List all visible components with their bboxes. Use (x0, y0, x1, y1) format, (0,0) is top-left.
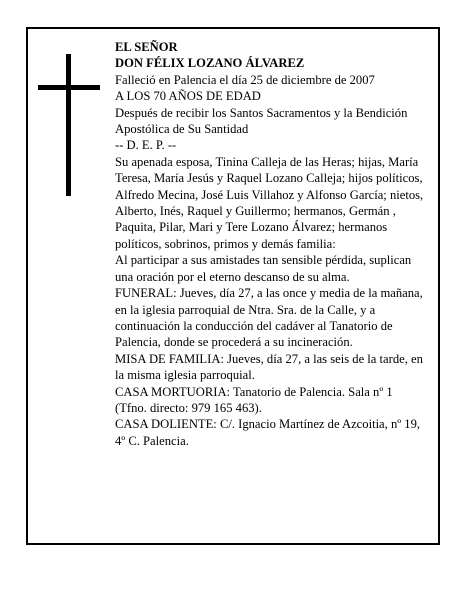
sacraments-paragraph: Después de recibir los Santos Sacramentos y la Bendición Apostólica de Su Santidad (115, 105, 408, 137)
family-paragraph: Su apenada esposa, Tinina Calleja de las Heras; hijas, María Teresa, María Jesús y Raquel Lozano Calleja; hijos políticos, Alfredo Mecina, José Luis Villahoz y Alfonso García; nietos, Alberto, Inés, Raquel y Guillermo; hermanos, Germán , Paquita, Pilar, Mari y Tere Lozano Álvarez; hermanos políticos, sobrinos, primos y demás familia: (115, 154, 424, 251)
age-line: A LOS 70 AÑOS DE EDAD (115, 89, 261, 104)
family-mass-paragraph: MISA DE FAMILIA: Jueves, día 27, a las seis de la tarde, en la misma iglesia parroquial. (115, 351, 423, 383)
cross-horizontal-bar (38, 85, 100, 90)
deceased-name: DON FÉLIX LOZANO ÁLVAREZ (115, 56, 305, 71)
latin-cross-icon (38, 54, 100, 196)
death-line: Falleció en Palencia el día 25 de diciembre de 2007 (115, 72, 375, 87)
request-paragraph: Al participar a sus amistades tan sensible pérdida, suplican una oración por el eterno descanso de su alma. (115, 253, 412, 284)
obituary-text (115, 39, 427, 449)
mourning-house-paragraph: CASA DOLIENTE: C/. Ignacio Martínez de Azcoitia, nº 19, 4º C. Palencia. (115, 417, 421, 448)
funeral-paragraph: FUNERAL: Jueves, día 27, a las once y media de la mañana, en la iglesia parroquial de Ntra. Sra. de la Calle, y a continuación la conducción del cadáver al Tanatorio de Palencia, donde se procederá a su incineración. (115, 286, 423, 350)
mortuary-paragraph: CASA MORTUORIA: Tanatorio de Palencia. Sala nº 1 (Tfno. directo: 979 165 463). (115, 384, 393, 415)
title-line: EL SEÑOR (115, 40, 178, 54)
cross-vertical-bar (66, 54, 71, 196)
dep-line: -- D. E. P. -- (115, 138, 177, 153)
